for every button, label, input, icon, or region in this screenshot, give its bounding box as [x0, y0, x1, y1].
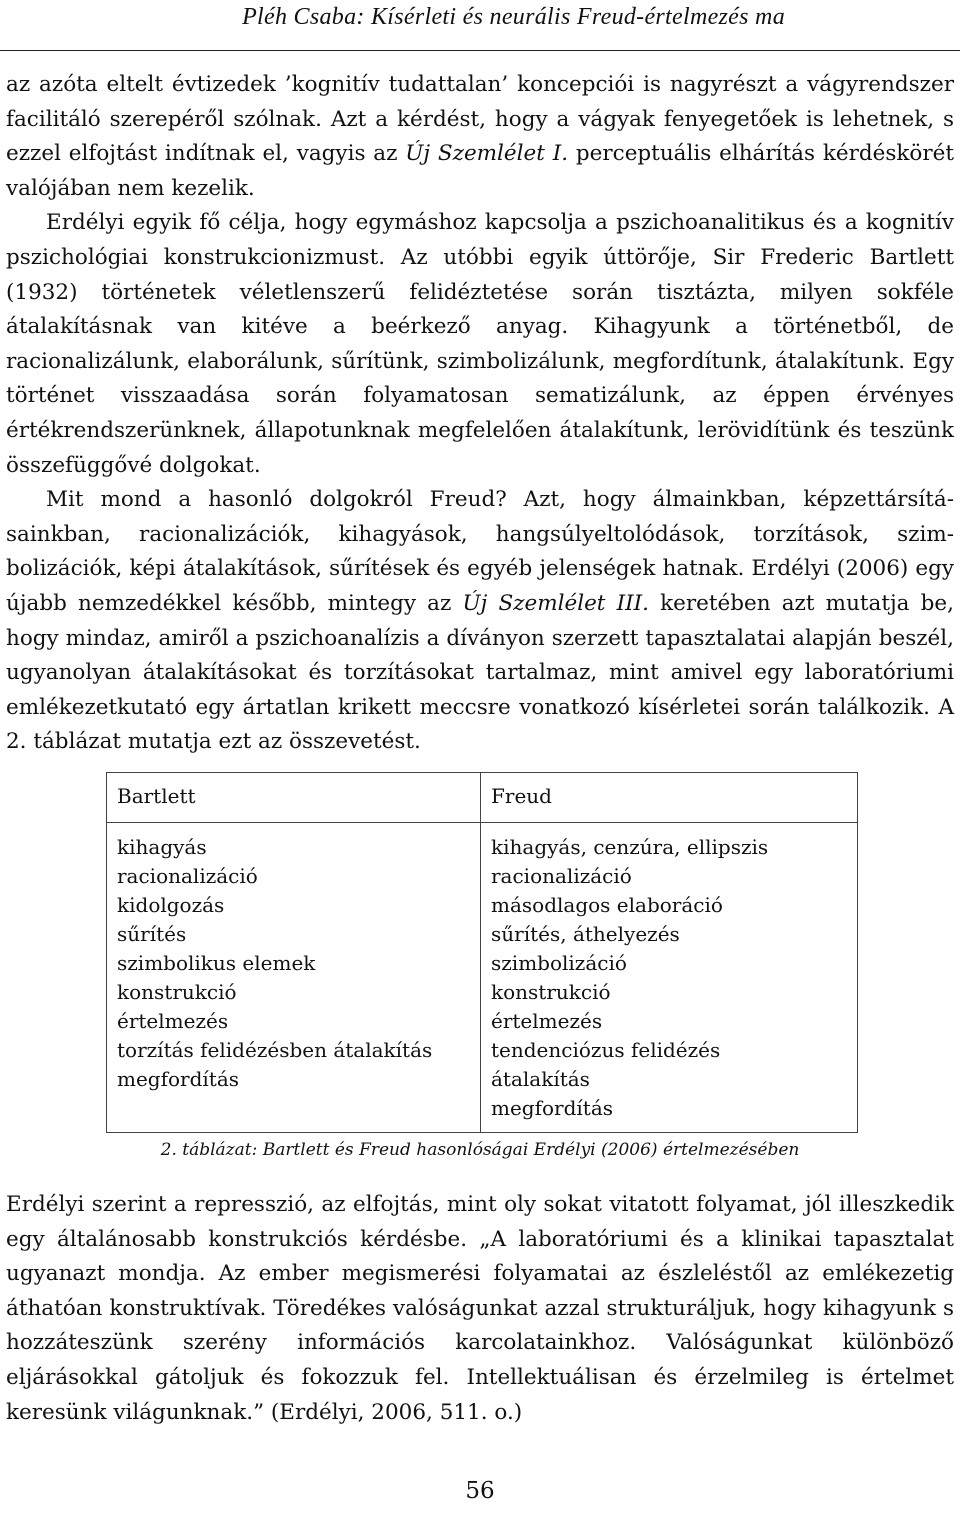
table-cell: értelmezés: [491, 1009, 603, 1033]
paragraph-3-part-1: Mit mond a hasonló dolgokról Freud? Azt, hogy álmainkban, képzettársításainkban, racionalizációk, kihagyások, hangsúlyeltolódások, torzítások, szimbolizációk, képi átalakítások, sűrítések és egyéb jelenségek hatnak. Erdélyi (2006) egy újabb nemzedékkel később, mintegy az: [6, 487, 954, 616]
paragraph-3-part-2: keretében azt mutatja be, hogy mindaz, amiről a pszichoanalízis a díványon szerzett tapasztalatai alapján beszél, ugyanolyan átalakításokat és torzításokat tartalmaz, mint amivel egy laboratóriumi emlékezetkutató egy ártatlan krikett meccsre vonatkozó kísérletei során találkozik. A 2. táblázat mutatja ezt az összevetést.: [6, 590, 954, 755]
paragraph-3-italic: Új Szemlélet III.: [462, 590, 649, 616]
table-cell: másodlagos elaboráció: [491, 893, 723, 917]
table-cell: racionalizáció: [117, 864, 258, 888]
table-column-bartlett: [107, 823, 481, 1132]
paragraph-4: Erdélyi szerint a represszió, az elfojtás, mint oly sokat vitatott folyamat, jól illeszkedik egy általánosabb konstrukciós kérdésbe. „A laboratóriumi és a klinikai tapasztalat ugyanazt mondja. Az ember megismerési folyamatai az észleléstől az emlékezetig áthatóan konstruktívak. Töredékes valóságunkat azzal strukturáljuk, hogy kihagyunk s hozzáteszünk szerény információs karcolatainkhoz. Valóságunkat különböző eljárásokkal gátoljuk és fokozzuk fel. Intellektuálisan és érzelmileg is értelmet keresünk világunknak.” (Erdélyi, 2006, 511. o.): [6, 1192, 954, 1425]
table-cell: racionalizáció: [491, 864, 632, 888]
table-header-row: [107, 773, 857, 823]
table-cell: konstrukció: [491, 980, 611, 1004]
table-caption: 2. táblázat: Bartlett és Freud hasonlóságai Erdélyi (2006) értelmezésében: [160, 1140, 800, 1160]
table-cell: átalakítás: [491, 1067, 590, 1091]
paragraph-2: Erdélyi egyik fő célja, hogy egymáshoz kapcsolja a pszichoanalitikus és a kognitív pszichológiai konstrukcionizmust. Az utóbbi egyik úttörője, Sir Frederic Bartlett (1932) történetek véletlenszerű felidéztetése során tisztázta, milyen sokféle átalakításnak van kitéve a beérkező anyag. Kihagyunk a történetből, de racionalizálunk, elaborálunk, sűrítünk, szimbolizálunk, megfordítunk, átalakítunk. Egy történet visszaadása során folyamatosan sematizálunk, az éppen érvényes értékrendszerünknek, állapotunknak megfelelően átalakítunk, lerövidítünk és teszünk összefüggővé dolgokat.: [6, 210, 954, 478]
table-cell: sűrítés: [117, 922, 187, 946]
table-cell: kihagyás, cenzúra, ellipszis: [491, 835, 769, 859]
running-title: Pléh Csaba: Kísérleti és neurális Freud-értelmezés ma: [242, 4, 785, 30]
table-header-left: Bartlett: [107, 773, 481, 822]
body-text-bottom: [6, 1188, 954, 1430]
page-number: 56: [465, 1478, 495, 1504]
table-cell: tendenciózus felidézés: [491, 1038, 721, 1062]
paragraph-1-italic: Új Szemlélet I.: [405, 141, 569, 167]
table-cell: megfordítás: [117, 1067, 240, 1091]
table-cell: értelmezés: [117, 1009, 229, 1033]
table-cell: kihagyás: [117, 835, 207, 859]
table-body-row: [107, 823, 857, 1132]
table-cell: szimbolikus elemek: [117, 951, 316, 975]
paragraph-1: [6, 68, 954, 206]
paragraph-1-part-2: perceptuális elhárítás kérdéskörét valójában nem kezelik.: [6, 141, 954, 201]
table-cell: megfordítás: [491, 1096, 614, 1120]
table-cell: konstrukció: [117, 980, 237, 1004]
running-header: [0, 0, 960, 51]
table-cell: szimbolizáció: [491, 951, 627, 975]
table-cell: sűrítés, áthelyezés: [491, 922, 680, 946]
table-column-freud: [481, 823, 857, 1132]
body-text-top: [6, 68, 954, 760]
table-cell: torzítás felidézésben átalakítás: [117, 1038, 433, 1062]
comparison-table: [106, 772, 858, 1133]
table-header-right: Freud: [491, 784, 552, 808]
table-cell: kidolgozás: [117, 893, 225, 917]
paragraph-3: [6, 483, 954, 760]
paragraph-1-part-1: az azóta eltelt évtizedek ’kognitív tudattalan’ koncepciói is nagyrészt a vágyrendszer facilitáló szerepéről szólnak. Azt a kérdést, hogy a vágyak fenyegetőek is lehetnek, s ezzel elfojtást indítnak el, vagyis az: [6, 72, 954, 167]
